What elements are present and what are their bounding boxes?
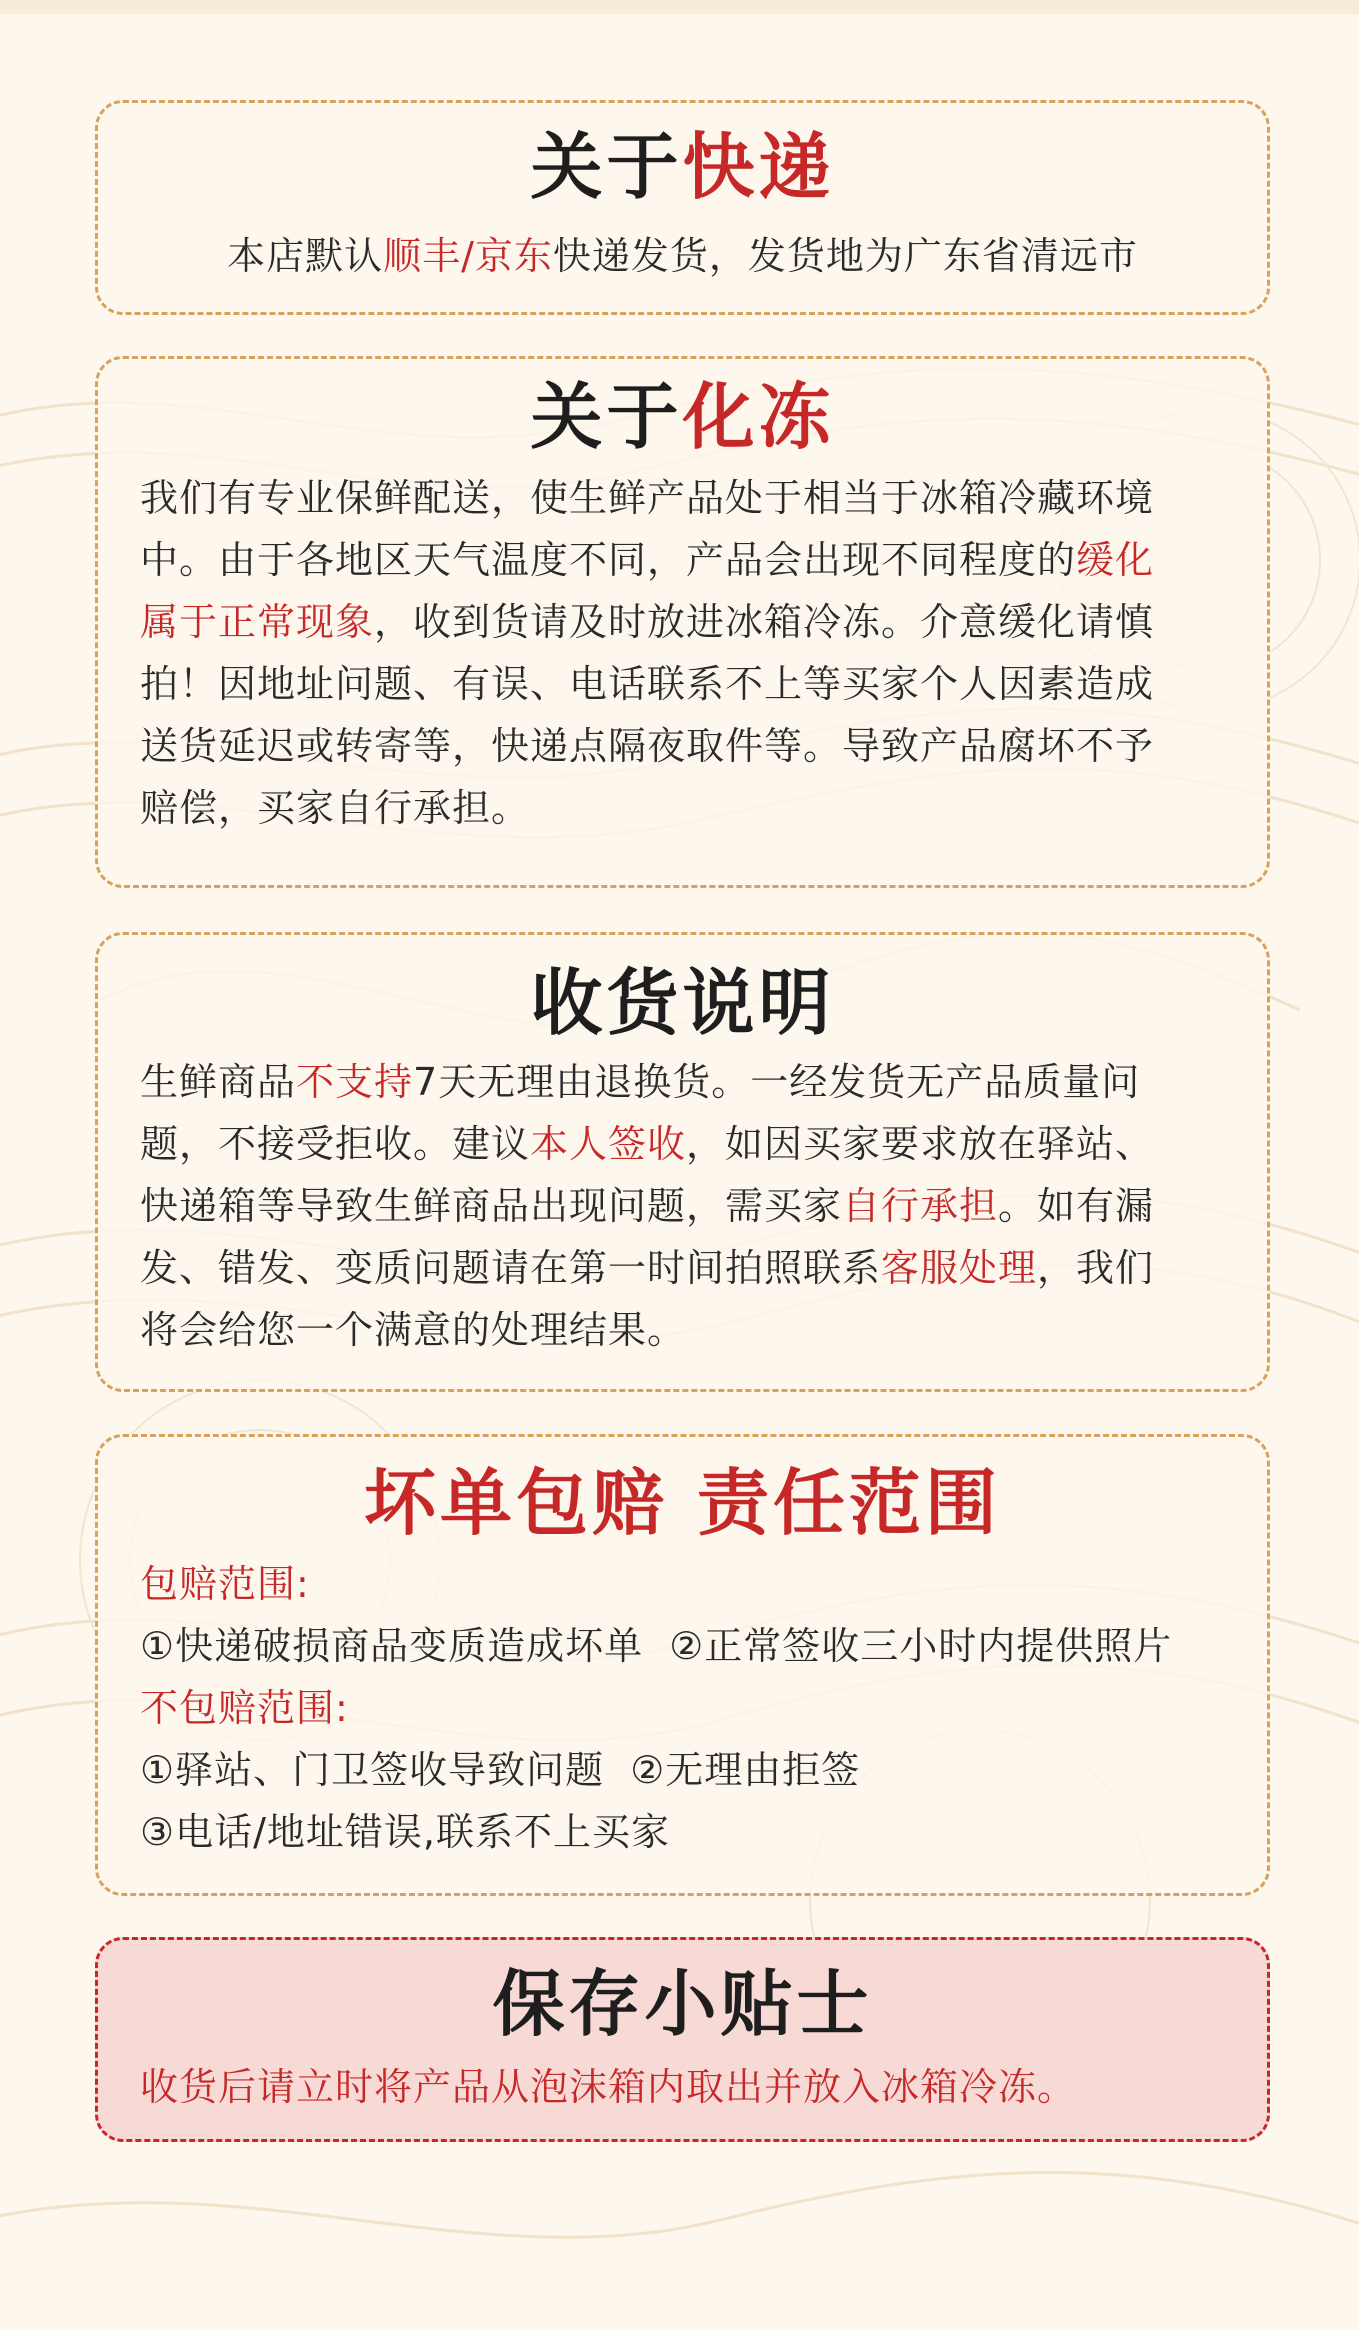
thaw-line: 属于正常现象，收到货请及时放进冰箱冷冻。介意缓化请慎 [140, 600, 1155, 644]
compensation-title: 坏单包赔 责任范围 [363, 1461, 1002, 1545]
compensation-card [95, 1434, 1270, 1896]
thaw-title: 关于化冻 [530, 375, 835, 459]
thaw-line: 赔偿，买家自行承担。 [140, 786, 531, 830]
courier-names: 顺丰/京东 [383, 234, 553, 278]
shipping-title-highlight: 快递 [682, 125, 835, 209]
storage-title: 保存小贴士 [492, 1962, 873, 2046]
storage-tips-card [95, 1937, 1270, 2142]
shipping-info-card [95, 100, 1270, 315]
receipt-line: 将会给您一个满意的处理结果。 [140, 1308, 687, 1352]
thaw-title-highlight: 化冻 [682, 375, 835, 459]
thaw-line: 我们有专业保鲜配送，使生鲜产品处于相当于冰箱冷藏环境 [140, 476, 1155, 520]
not-covered-items: ③电话/地址错误,联系不上买家 [140, 1810, 670, 1854]
receipt-line: 发、错发、变质问题请在第一时间拍照联系客服处理，我们 [140, 1246, 1155, 1290]
compensation-text [140, 1553, 1225, 1863]
thaw-line: 送货延迟或转寄等，快递点隔夜取件等。导致产品腐坏不予 [140, 724, 1155, 768]
shipping-title: 关于快递 [530, 125, 835, 209]
storage-text: 收货后请立时将产品从泡沫箱内取出并放入冰箱冷冻。 [140, 2065, 1077, 2109]
thaw-line: 拍！因地址问题、有误、电话联系不上等买家个人因素造成 [140, 662, 1155, 706]
receipt-line: 生鲜商品不支持7天无理由退换货。一经发货无产品质量问 [140, 1060, 1141, 1104]
thaw-text [140, 467, 1225, 839]
covered-label: 包赔范围: [140, 1562, 310, 1606]
receipt-text [140, 1051, 1225, 1361]
receipt-line: 题，不接受拒收。建议本人签收，如因买家要求放在驿站、 [140, 1122, 1155, 1166]
receipt-line: 快递箱等导致生鲜商品出现问题，需买家自行承担。如有漏 [140, 1184, 1155, 1228]
receipt-title: 收货说明 [530, 961, 835, 1045]
receipt-info-card [95, 932, 1270, 1392]
covered-items: ①快递破损商品变质造成坏单 ②正常签收三小时内提供照片 [140, 1624, 1173, 1668]
not-covered-items: ①驿站、门卫签收导致问题 ②无理由拒签 [140, 1748, 861, 1792]
not-covered-label: 不包赔范围: [140, 1686, 349, 1730]
shipping-text: 本店默认顺丰/京东快递发货，发货地为广东省清远市 [227, 234, 1138, 278]
thaw-info-card [95, 356, 1270, 888]
thaw-line: 中。由于各地区天气温度不同，产品会出现不同程度的缓化 [140, 538, 1155, 582]
